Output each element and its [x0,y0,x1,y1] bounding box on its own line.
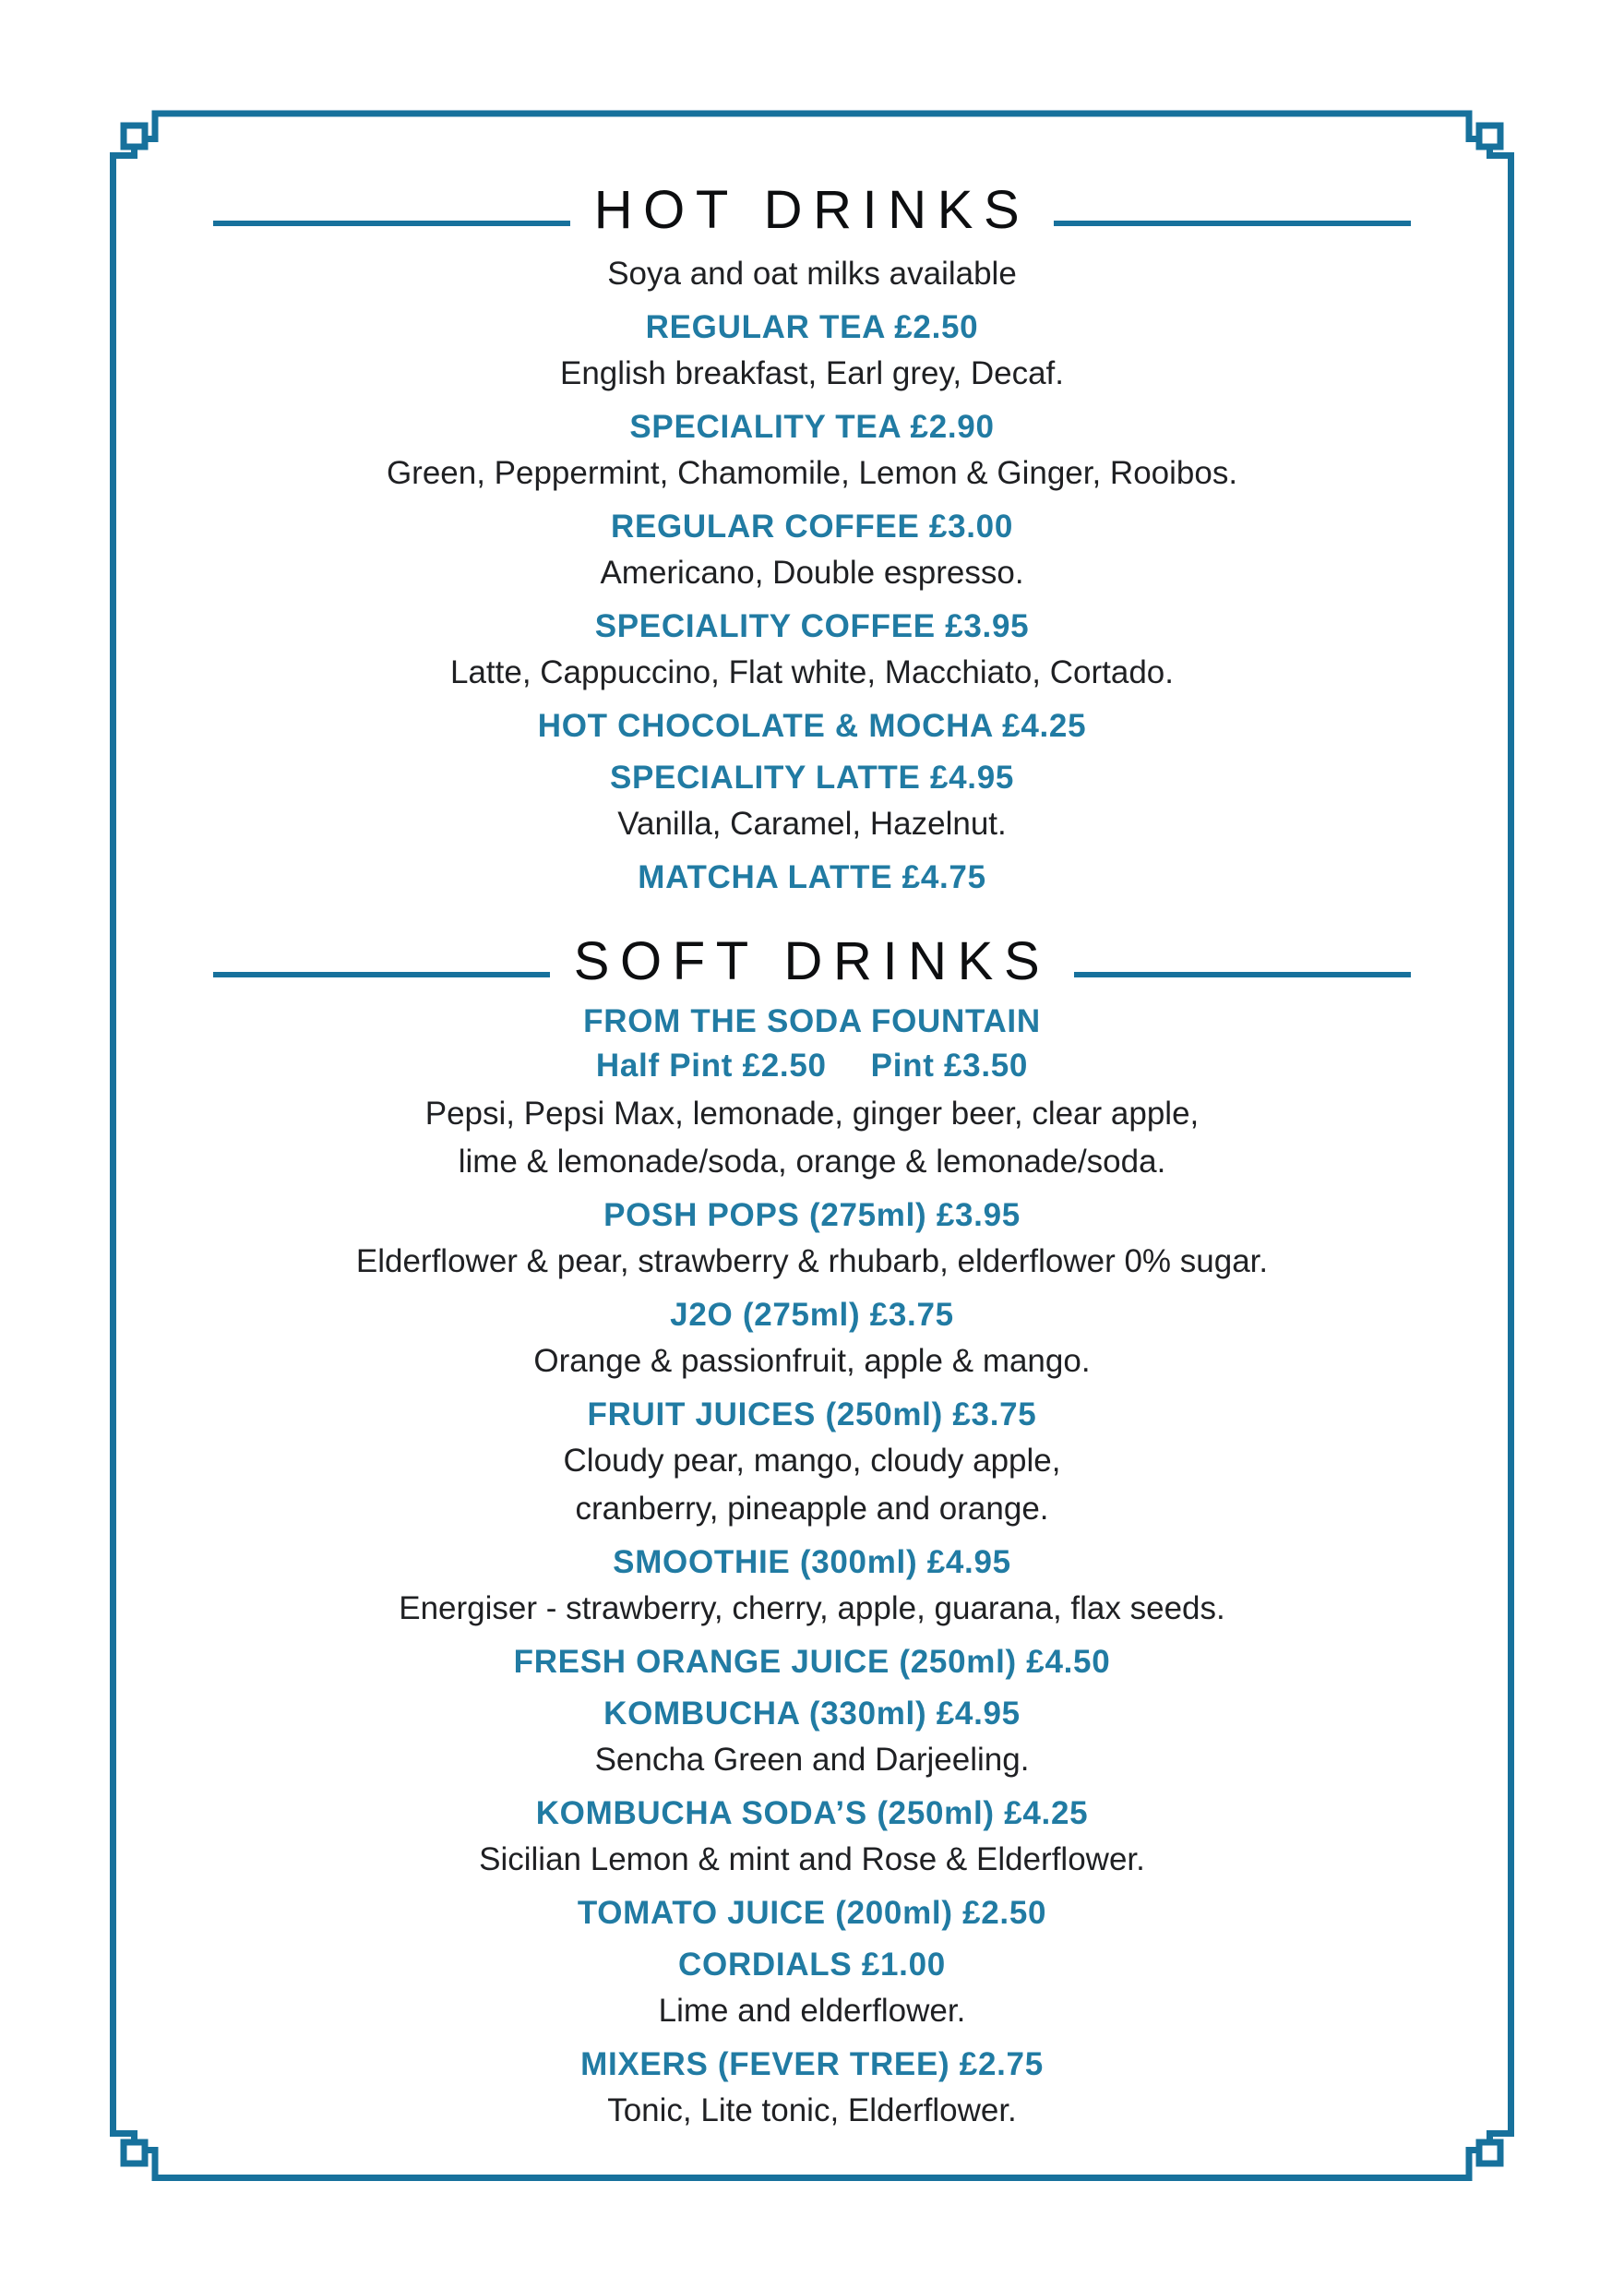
item-name: MATCHA LATTE £4.75 [638,859,986,895]
frame-bottom-line [146,2151,1479,2178]
menu-item-hot-chocolate-mocha [0,705,1624,748]
menu-item-kombucha [0,1693,1624,1783]
menu-item-speciality-coffee [0,605,1624,696]
menu-item-speciality-latte [0,757,1624,847]
menu-item-j2o [0,1294,1624,1384]
menu-item-tomato-juice [0,1892,1624,1935]
pint-price: Pint £3.50 [870,1048,1029,1084]
section-soft-drinks [0,932,1624,2134]
menu-item-cordials [0,1944,1624,2034]
item-desc: Lime and elderflower. [658,1993,966,2029]
menu-item-regular-tea [0,306,1624,397]
item-name: SPECIALITY TEA £2.90 [629,409,995,445]
menu-item-fruit-juices [0,1394,1624,1532]
soda-fountain-prices [0,1043,1624,1089]
item-name: SPECIALITY COFFEE £3.95 [594,608,1030,644]
item-name: FRUIT JUICES (250ml) £3.75 [587,1396,1037,1432]
section-title-soft-drinks: SOFT DRINKS [573,931,1051,991]
item-name: POSH POPS (275ml) £3.95 [603,1197,1021,1233]
item-desc: Sencha Green and Darjeeling. [594,1742,1030,1778]
item-desc: Pepsi, Pepsi Max, lemonade, ginger beer, clear apple, [424,1096,1200,1132]
frame-corner-square-top-right [1479,126,1500,147]
item-desc: lime & lemonade/soda, orange & lemonade/soda. [458,1144,1166,1180]
half-pint-price: Half Pint £2.50 [595,1048,827,1084]
menu-item-soda-fountain [0,1001,1624,1185]
item-name: REGULAR COFFEE £3.00 [610,509,1014,545]
item-desc: Vanilla, Caramel, Hazelnut. [617,806,1007,842]
item-desc: Latte, Cappuccino, Flat white, Macchiato, Cortado. [449,654,1174,690]
title-rule-right [1074,972,1411,977]
section-hot-drinks [0,181,1624,899]
item-name: HOT CHOCOLATE & MOCHA £4.25 [537,708,1087,744]
item-desc: Green, Peppermint, Chamomile, Lemon & Ginger, Rooibos. [386,455,1238,491]
soft-drinks-title-row [213,932,1411,991]
item-name: KOMBUCHA SODA’S (250ml) £4.25 [535,1795,1089,1831]
item-name: J2O (275ml) £3.75 [670,1297,954,1333]
frame-top-line [146,114,1479,139]
item-desc: Cloudy pear, mango, cloudy apple, [563,1443,1061,1479]
frame-corner-square-bottom-right [1479,2142,1500,2163]
frame-corner-square-bottom-left [124,2142,145,2163]
item-name: MIXERS (FEVER TREE) £2.75 [580,2046,1044,2082]
milk-note: Soya and oat milks available [607,256,1017,292]
title-rule-left [213,221,570,226]
title-rule-left [213,972,550,977]
hot-drinks-title-row [213,181,1411,240]
title-rule-right [1054,221,1411,226]
menu-item-posh-pops [0,1194,1624,1285]
item-desc: English breakfast, Earl grey, Decaf. [560,355,1064,391]
item-desc: Sicilian Lemon & mint and Rose & Elderflower. [479,1841,1145,1877]
menu-item-mixers [0,2043,1624,2134]
menu-content [0,181,1624,2134]
item-name: TOMATO JUICE (200ml) £2.50 [577,1895,1047,1931]
item-name: KOMBUCHA (330ml) £4.95 [603,1696,1021,1732]
item-desc: Americano, Double espresso. [600,555,1024,591]
item-desc: Energiser - strawberry, cherry, apple, guarana, flax seeds. [399,1590,1225,1626]
item-desc: Elderflower & pear, strawberry & rhubarb, elderflower 0% sugar. [355,1243,1269,1279]
item-desc: Orange & passionfruit, apple & mango. [533,1343,1091,1379]
item-desc: Tonic, Lite tonic, Elderflower. [607,2092,1017,2128]
item-name: CORDIALS £1.00 [678,1947,946,1983]
item-name: SPECIALITY LATTE £4.95 [609,760,1015,796]
frame-corner-square-top-left [124,126,145,147]
menu-item-fresh-orange-juice [0,1641,1624,1684]
menu-item-speciality-tea [0,406,1624,497]
item-name: SMOOTHIE (300ml) £4.95 [613,1544,1011,1580]
menu-item-smoothie [0,1541,1624,1632]
item-desc: cranberry, pineapple and orange. [575,1491,1049,1527]
item-name: FRESH ORANGE JUICE (250ml) £4.50 [513,1644,1111,1680]
menu-item-matcha-latte [0,857,1624,899]
item-name: REGULAR TEA £2.50 [645,309,979,345]
menu-item-kombucha-sodas [0,1792,1624,1883]
menu-item-regular-coffee [0,506,1624,596]
item-name: FROM THE SODA FOUNTAIN [583,1003,1041,1039]
section-title-hot-drinks: HOT DRINKS [593,180,1031,240]
